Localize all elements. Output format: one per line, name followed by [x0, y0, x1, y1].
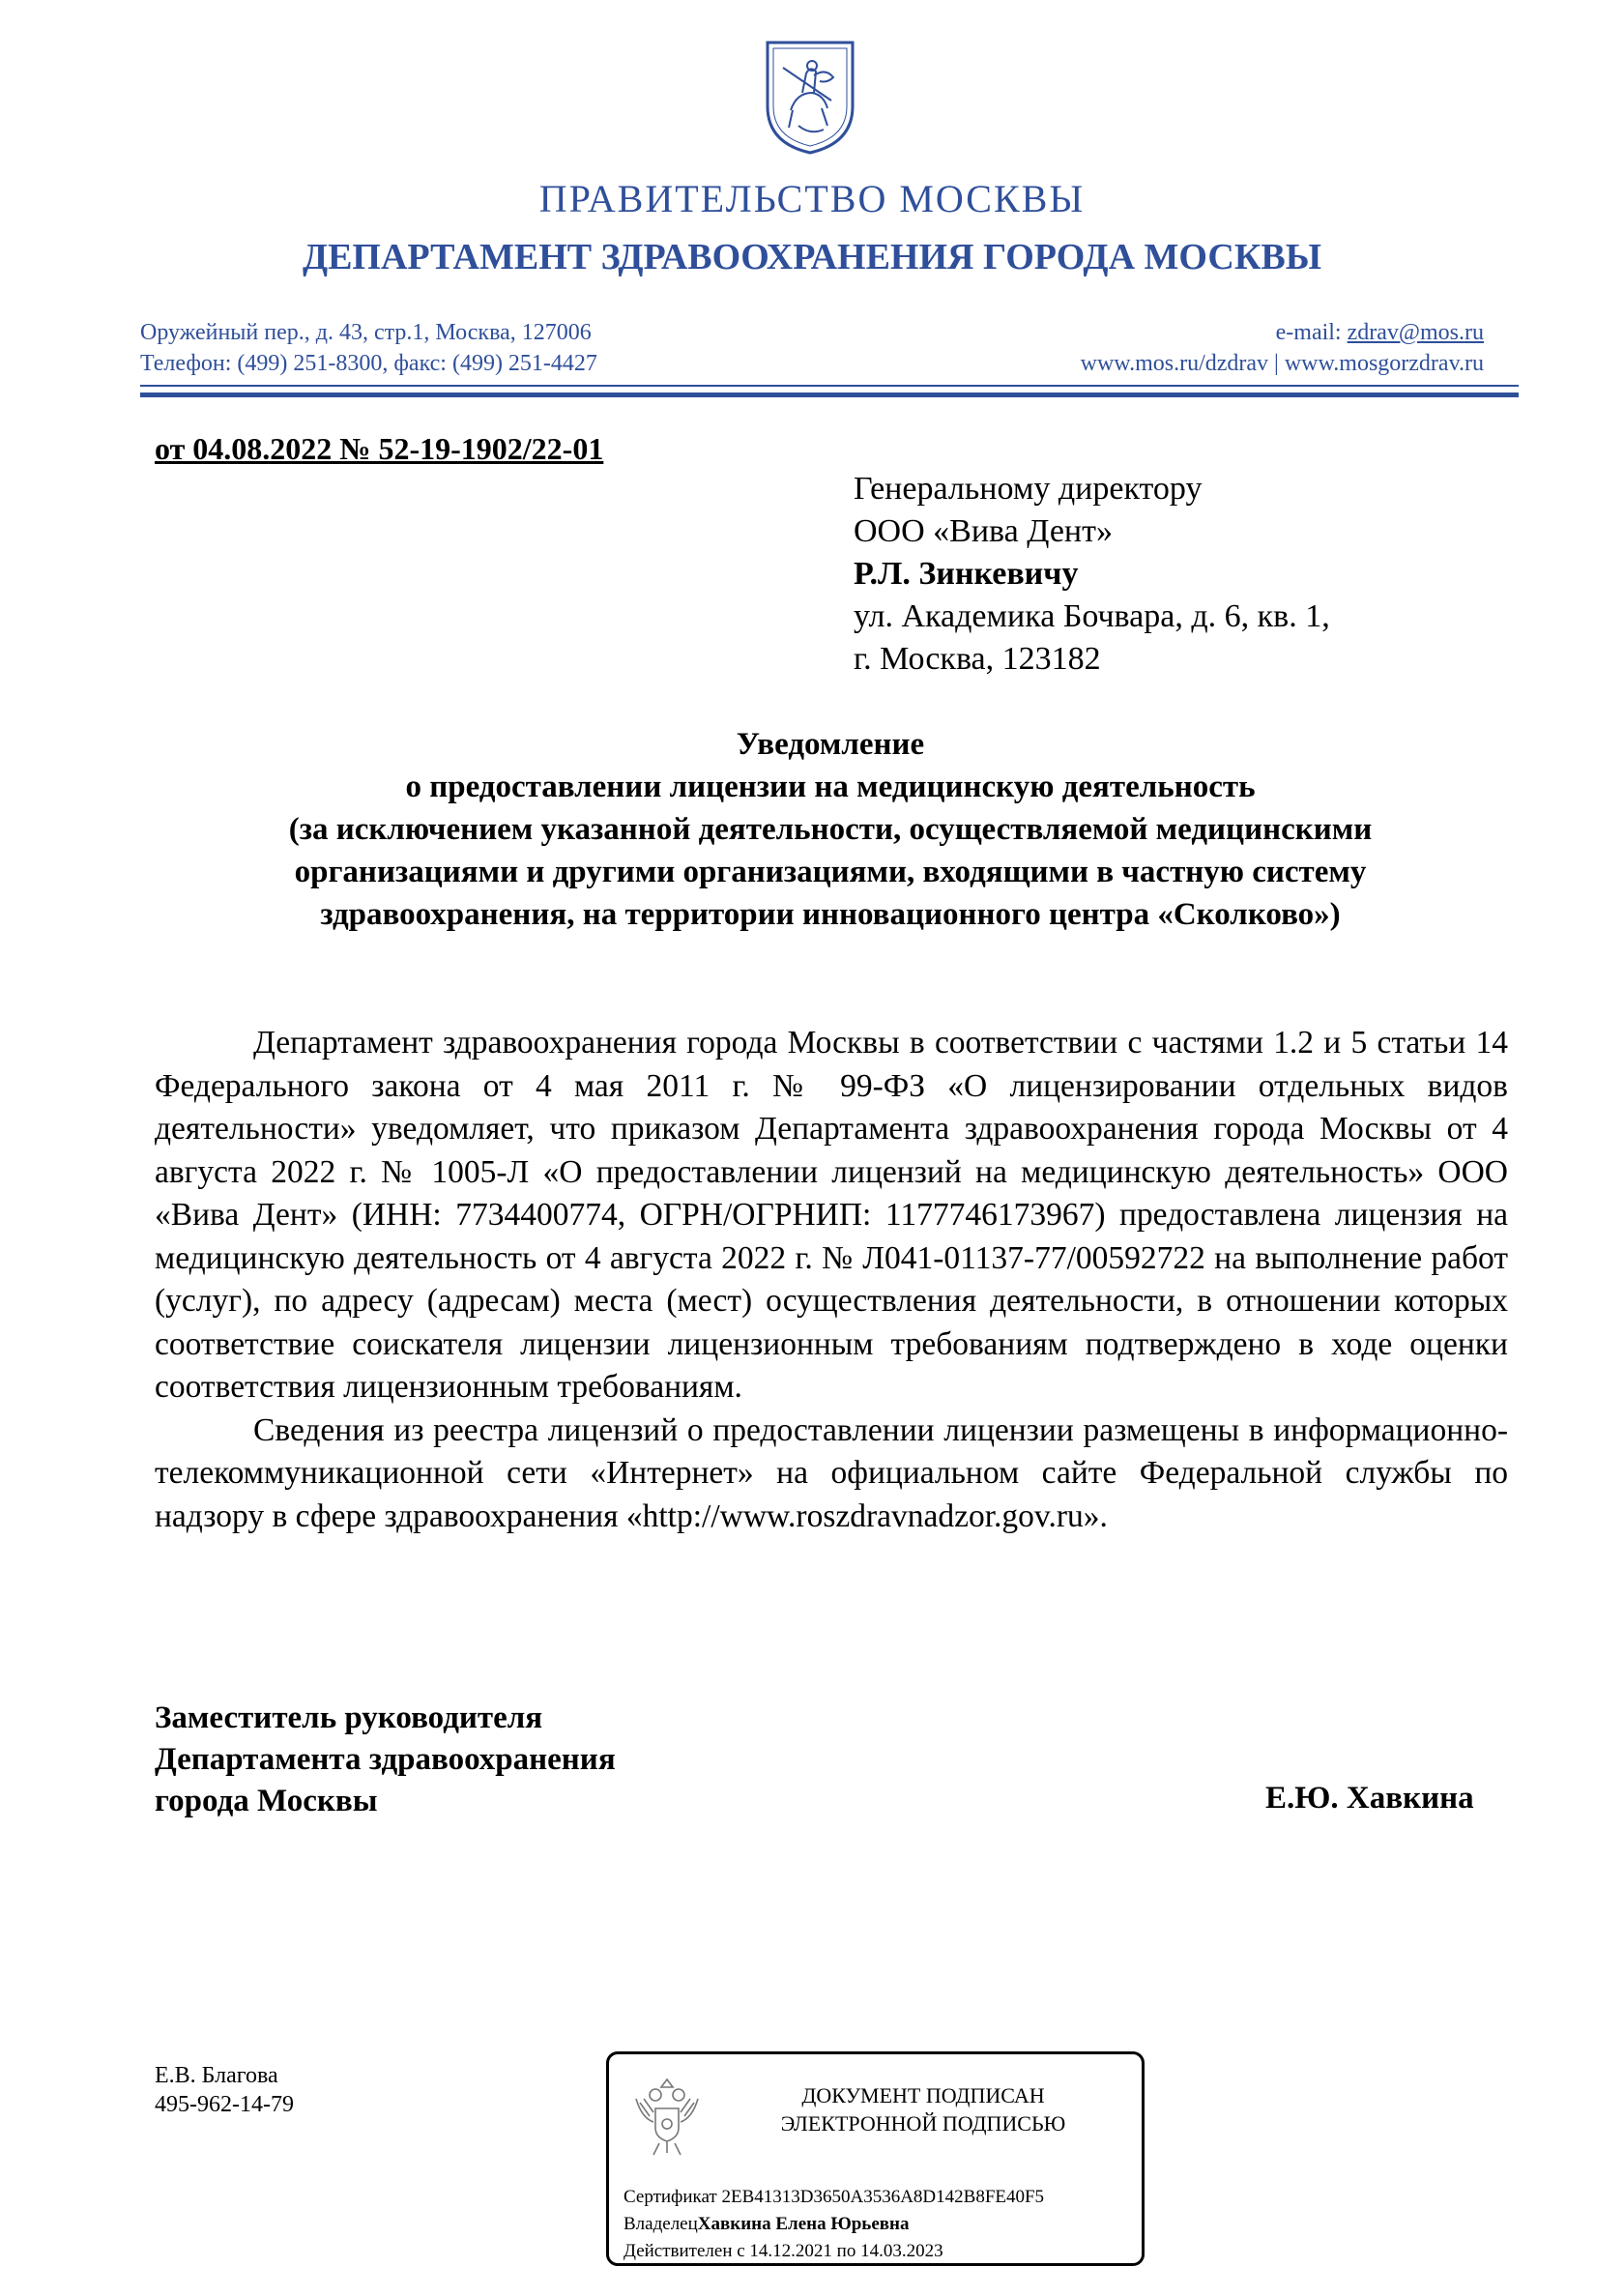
- electronic-signature-stamp: [606, 2051, 1145, 2266]
- notice-line: здравоохранения, на территории инновационного центра «Сколково»): [320, 897, 1341, 932]
- addressee-city: г. Москва, 123182: [854, 641, 1101, 677]
- contact-address-block: [140, 317, 597, 379]
- addressee-organization: ООО «Вива Дент»: [854, 513, 1113, 549]
- department-title: ДЕПАРТАМЕНТ ЗДРАВООХРАНЕНИЯ ГОРОДА МОСКВЫ: [302, 237, 1322, 277]
- body-paragraph-2: Сведения из реестра лицензий о предоставлении лицензии размещены в информационно-телекоммуникационной сети «Интернет» на официальном сайте Федеральной службы по надзору в сфере здравоохранения «http://www.roszdravnadzor.gov.ru».: [155, 1411, 1508, 1534]
- signatory-title: [155, 1698, 616, 1822]
- valid-label: Действителен с: [624, 2241, 745, 2261]
- notice-title: Уведомление: [736, 727, 925, 762]
- certificate-line: [624, 2184, 1044, 2211]
- header-divider-thick: [140, 392, 1519, 397]
- header-divider-thin: [140, 385, 1519, 387]
- notice-line: организациями и другими организациями, входящими в частную систему: [294, 855, 1367, 889]
- validity-line: [624, 2238, 1044, 2265]
- owner-line: [624, 2211, 1044, 2238]
- government-title: ПРАВИТЕЛЬСТВО МОСКВЫ: [538, 177, 1086, 220]
- e-signature-heading-line: ЭЛЕКТРОННОЙ ПОДПИСЬЮ: [780, 2111, 1066, 2136]
- executor-phone: 495-962-14-79: [155, 2092, 294, 2117]
- addressee-position: Генеральному директору: [854, 471, 1203, 507]
- notice-line: о предоставлении лицензии на медицинскую деятельность: [405, 770, 1256, 804]
- addressee-block: [854, 468, 1330, 681]
- certificate-value: 2EB41313D3650A3536A8D142B8FE40F5: [721, 2187, 1045, 2207]
- addressee-name: Р.Л. Зинкевичу: [854, 556, 1079, 592]
- valid-from: 14.12.2021: [749, 2241, 832, 2261]
- contact-web-block: [1081, 317, 1484, 379]
- signatory-title-line: Заместитель руководителя: [155, 1700, 543, 1735]
- e-signature-details: [624, 2184, 1044, 2265]
- phone-fax: Телефон: (499) 251-8300, факс: (499) 251-4427: [140, 351, 597, 376]
- valid-to: 14.03.2023: [860, 2241, 943, 2261]
- email-line: [1081, 317, 1484, 348]
- letter-body: [155, 1022, 1508, 1538]
- executor-name: Е.В. Благова: [155, 2063, 278, 2088]
- certificate-label: Сертификат: [624, 2187, 717, 2207]
- owner-label: Владелец: [624, 2214, 698, 2234]
- notice-heading: [155, 723, 1506, 936]
- e-signature-heading: [715, 2081, 1131, 2137]
- address: Оружейный пер., д. 43, стр.1, Москва, 127006: [140, 320, 592, 345]
- notice-line: (за исключением указанной деятельности, осуществляемой медицинскими: [288, 812, 1373, 847]
- email-label: e-mail:: [1275, 320, 1342, 345]
- websites[interactable]: www.mos.ru/dzdrav | www.mosgorzdrav.ru: [1080, 351, 1484, 376]
- owner-value: Хавкина Елена Юрьевна: [697, 2214, 910, 2234]
- document-reference: от 04.08.2022 № 52-19-1902/22-01: [155, 431, 604, 466]
- signatory-title-line: города Москвы: [155, 1784, 378, 1818]
- moscow-coat-of-arms-icon: [764, 39, 856, 157]
- valid-to-label: по: [836, 2241, 856, 2261]
- email-link[interactable]: zdrav@mos.ru: [1347, 320, 1484, 345]
- signatory-name: Е.Ю. Хавкина: [1265, 1781, 1474, 1816]
- e-signature-heading-line: ДОКУМЕНТ ПОДПИСАН: [801, 2083, 1045, 2107]
- body-paragraph-1: Департамент здравоохранения города Москвы в соответствии с частями 1.2 и 5 статьи 14 Федерального закона от 4 мая 2011 г. № 99-ФЗ «О лицензировании отдельных видов деятельности» уведомляет, что приказом Департамента здравоохранения города Москвы от 4 августа 2022 г. № 1005-Л «О предоставлении лицензий на медицинскую деятельность» ООО «Вива Дент» (ИНН: 7734400774, ОГРН/ОГРНИП: 1177746173967) предоставлена лицензия на медицинскую деятельность от 4 августа 2022 г. № Л041-01137-77/00592722 на выполнение работ (услуг), по адресу (адресам) места (мест) осуществления деятельности, в отношении которых соответствие соискателя лицензии лицензионным требованиям подтверждено в ходе оценки соответствия лицензионным требованиям.: [155, 1025, 1508, 1405]
- russian-coat-of-arms-icon: [628, 2070, 706, 2163]
- executor-block: [155, 2061, 294, 2119]
- addressee-street: ул. Академика Бочвара, д. 6, кв. 1,: [854, 598, 1330, 634]
- signatory-title-line: Департамента здравоохранения: [155, 1742, 616, 1777]
